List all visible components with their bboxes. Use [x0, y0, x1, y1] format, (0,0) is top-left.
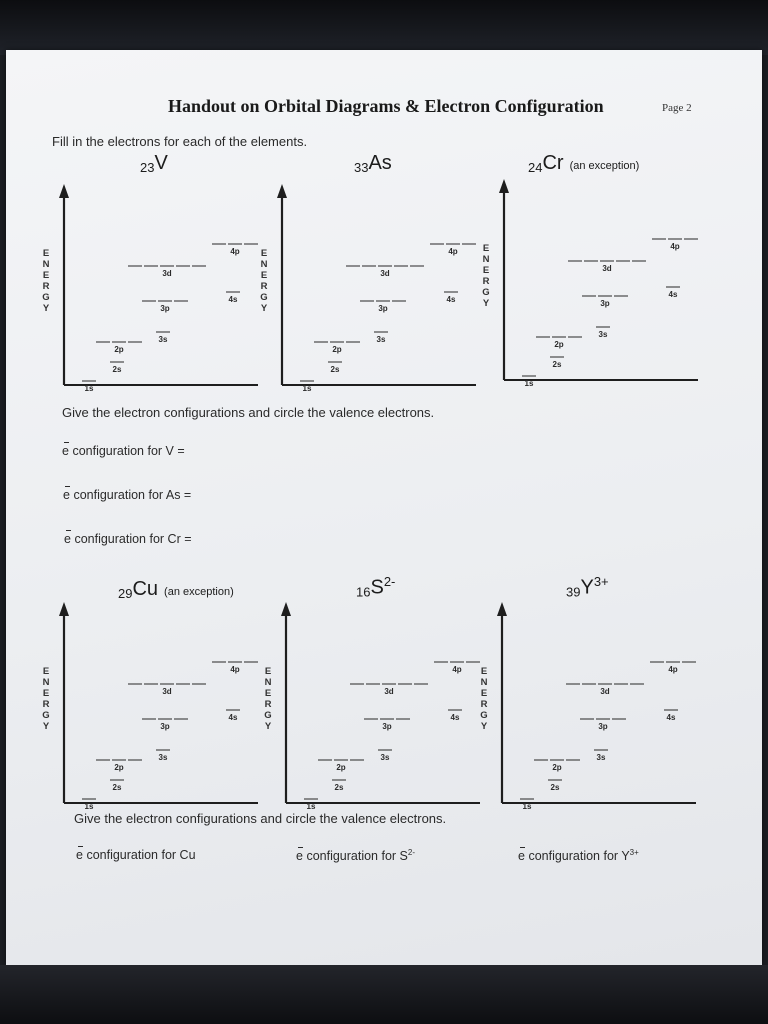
orbital-level-4s [664, 710, 678, 722]
orbital-level-4s [666, 287, 680, 299]
element-label-as: $_{33}$As [354, 152, 392, 175]
element-label-v: $_{23}$V [140, 152, 168, 175]
orbital-level-3p [580, 719, 626, 731]
energy-letter: G [42, 710, 50, 721]
orbital-label: 4s [668, 290, 678, 299]
orbital-label: 2s [552, 360, 562, 369]
orbital-label: 3p [600, 299, 610, 308]
orbital-diagram-cu [36, 598, 261, 811]
orbital-label: 2s [550, 783, 560, 792]
orbital-level-4s [448, 710, 462, 722]
orbital-level-3p [364, 719, 410, 731]
config-line-cr: e configuration for Cr = [64, 532, 192, 546]
energy-letter: E [480, 666, 488, 677]
energy-letter: N [260, 259, 268, 270]
energy-letter: E [482, 265, 490, 276]
orbital-level-2s [110, 362, 124, 374]
orbital-level-1s [300, 381, 314, 393]
orbital-level-4p [430, 244, 476, 256]
orbital-label: 2s [112, 365, 122, 374]
orbital-level-3p [360, 301, 406, 313]
orbital-label: 4s [446, 295, 456, 304]
monitor-bezel-top [0, 0, 768, 55]
orbital-label: 2s [334, 783, 344, 792]
orbital-level-3d [128, 266, 206, 278]
config-line-as: e configuration for As = [63, 488, 192, 502]
orbital-label: 2p [114, 763, 124, 772]
energy-letter: N [42, 259, 50, 270]
energy-letter: E [482, 243, 490, 254]
config-line-s: e configuration for $S^{2-}$ [296, 848, 416, 864]
energy-letter: E [42, 666, 50, 677]
orbital-label: 1s [306, 802, 316, 811]
orbital-level-1s [520, 799, 534, 811]
orbital-label: 3p [598, 722, 608, 731]
energy-letter: R [42, 281, 50, 292]
orbital-level-3p [582, 296, 628, 308]
element-label-y: $_{39}Y^{3+}$ [566, 574, 609, 600]
orbital-level-2s [332, 780, 346, 792]
orbital-level-3s [156, 750, 170, 762]
energy-letter: E [260, 270, 268, 281]
orbital-level-4p [652, 239, 698, 251]
orbital-level-3d [346, 266, 424, 278]
orbital-label: 2p [552, 763, 562, 772]
orbital-label: 3s [158, 753, 168, 762]
orbital-label: 4s [228, 713, 238, 722]
energy-letter: E [264, 666, 272, 677]
orbital-label: 4p [452, 665, 462, 674]
orbital-level-4p [650, 662, 696, 674]
orbital-level-4s [226, 292, 240, 304]
energy-axis-label [260, 248, 268, 314]
energy-letter: Y [264, 721, 272, 732]
orbital-level-4s [226, 710, 240, 722]
config-line-y: e configuration for $Y^{3+}$ [518, 848, 639, 864]
orbital-level-3d [568, 261, 646, 273]
orbital-level-3d [128, 684, 206, 696]
orbital-level-3s [374, 332, 388, 344]
instruction-give-bottom: Give the electron configurations and circle the valence electrons. [74, 811, 447, 826]
orbital-level-2s [550, 357, 564, 369]
energy-letter: G [480, 710, 488, 721]
axis-arrowhead [281, 602, 291, 616]
config-line-v: e configuration for V = [62, 444, 185, 458]
orbital-level-2p [536, 337, 582, 349]
orbital-label: 2p [114, 345, 124, 354]
orbital-level-3p [142, 301, 188, 313]
energy-letter: N [42, 677, 50, 688]
energy-letter: N [482, 254, 490, 265]
orbital-level-1s [82, 799, 96, 811]
orbital-label: 3d [162, 687, 172, 696]
worksheet-page [6, 50, 762, 965]
orbital-label: 4s [450, 713, 460, 722]
element-label-cr: $_{24}$Cr (an exception) [528, 152, 640, 175]
orbital-diagram-v [36, 180, 261, 393]
energy-axis-label [42, 248, 50, 314]
orbital-level-2s [110, 780, 124, 792]
energy-axis-label [264, 666, 272, 732]
orbital-label: 2s [112, 783, 122, 792]
orbital-level-2p [96, 342, 142, 354]
orbital-level-3s [594, 750, 608, 762]
energy-letter: N [480, 677, 488, 688]
energy-letter: Y [482, 298, 490, 309]
orbital-label: 2s [330, 365, 340, 374]
orbital-label: 1s [524, 379, 534, 388]
orbital-label: 2p [332, 345, 342, 354]
energy-letter: E [480, 688, 488, 699]
orbital-label: 1s [84, 384, 94, 393]
orbital-label: 4p [230, 247, 240, 256]
orbital-label: 4p [670, 242, 680, 251]
orbital-level-1s [82, 381, 96, 393]
element-label-cu: $_{29}$Cu (an exception) [118, 578, 234, 601]
energy-letter: E [260, 248, 268, 259]
energy-letter: G [42, 292, 50, 303]
orbital-label: 4p [230, 665, 240, 674]
orbital-label: 3s [598, 330, 608, 339]
energy-letter: R [42, 699, 50, 710]
orbital-diagram-cr [476, 175, 706, 388]
axis-arrowhead [59, 602, 69, 616]
orbital-label: 3s [158, 335, 168, 344]
page-number: Page 2 [662, 102, 692, 114]
orbital-level-3p [142, 719, 188, 731]
energy-letter: G [260, 292, 268, 303]
orbital-label: 4p [668, 665, 678, 674]
orbital-level-3s [156, 332, 170, 344]
energy-letter: R [264, 699, 272, 710]
orbital-label: 1s [84, 802, 94, 811]
instruction-give-top: Give the electron configurations and circle the valence electrons. [62, 405, 435, 420]
orbital-label: 3p [160, 304, 170, 313]
orbital-level-2s [328, 362, 342, 374]
orbital-label: 4p [448, 247, 458, 256]
orbital-label: 3s [380, 753, 390, 762]
page-title: Handout on Orbital Diagrams & Electron Configuration [168, 96, 604, 116]
orbital-label: 2p [554, 340, 564, 349]
orbital-level-3s [378, 750, 392, 762]
energy-letter: G [482, 287, 490, 298]
orbital-level-4p [212, 662, 258, 674]
axis-arrowhead [59, 184, 69, 198]
energy-axis-label [480, 666, 488, 732]
axis-arrowhead [497, 602, 507, 616]
orbital-level-2p [534, 760, 580, 772]
orbital-label: 4s [666, 713, 676, 722]
orbital-diagram-s [258, 598, 483, 811]
orbital-label: 3d [380, 269, 390, 278]
orbital-level-4s [444, 292, 458, 304]
energy-letter: E [264, 688, 272, 699]
energy-letter: Y [42, 721, 50, 732]
orbital-label: 3p [160, 722, 170, 731]
energy-letter: R [482, 276, 490, 287]
energy-letter: Y [260, 303, 268, 314]
orbital-label: 1s [302, 384, 312, 393]
orbital-level-2p [318, 760, 364, 772]
energy-letter: G [264, 710, 272, 721]
orbital-label: 3s [596, 753, 606, 762]
orbital-level-1s [522, 376, 536, 388]
energy-letter: E [42, 688, 50, 699]
orbital-label: 4s [228, 295, 238, 304]
monitor-bezel-bottom [0, 965, 768, 1024]
orbital-level-3s [596, 327, 610, 339]
energy-axis-label [482, 243, 490, 309]
orbital-label: 3d [602, 264, 612, 273]
orbital-level-2s [548, 780, 562, 792]
orbital-label: 3p [378, 304, 388, 313]
energy-axis-label [42, 666, 50, 732]
energy-letter: E [42, 270, 50, 281]
orbital-label: 2p [336, 763, 346, 772]
config-line-cu: e configuration for Cu [76, 848, 196, 862]
axis-arrowhead [277, 184, 287, 198]
orbital-level-3d [350, 684, 428, 696]
energy-letter: Y [480, 721, 488, 732]
orbital-label: 1s [522, 802, 532, 811]
orbital-diagram-y [474, 598, 704, 811]
energy-letter: N [264, 677, 272, 688]
energy-letter: R [480, 699, 488, 710]
element-label-s: $_{16}S^{2-}$ [356, 574, 396, 600]
orbital-level-3d [566, 684, 644, 696]
orbital-label: 3d [600, 687, 610, 696]
orbital-level-1s [304, 799, 318, 811]
energy-letter: Y [42, 303, 50, 314]
orbital-level-2p [96, 760, 142, 772]
orbital-label: 3p [382, 722, 392, 731]
orbital-label: 3d [162, 269, 172, 278]
axis-arrowhead [499, 179, 509, 193]
orbital-level-4p [212, 244, 258, 256]
orbital-label: 3d [384, 687, 394, 696]
energy-letter: E [42, 248, 50, 259]
instruction-fill: Fill in the electrons for each of the elements. [52, 134, 308, 149]
orbital-label: 3s [376, 335, 386, 344]
orbital-diagram-as [254, 180, 479, 393]
orbital-level-2p [314, 342, 360, 354]
energy-letter: R [260, 281, 268, 292]
